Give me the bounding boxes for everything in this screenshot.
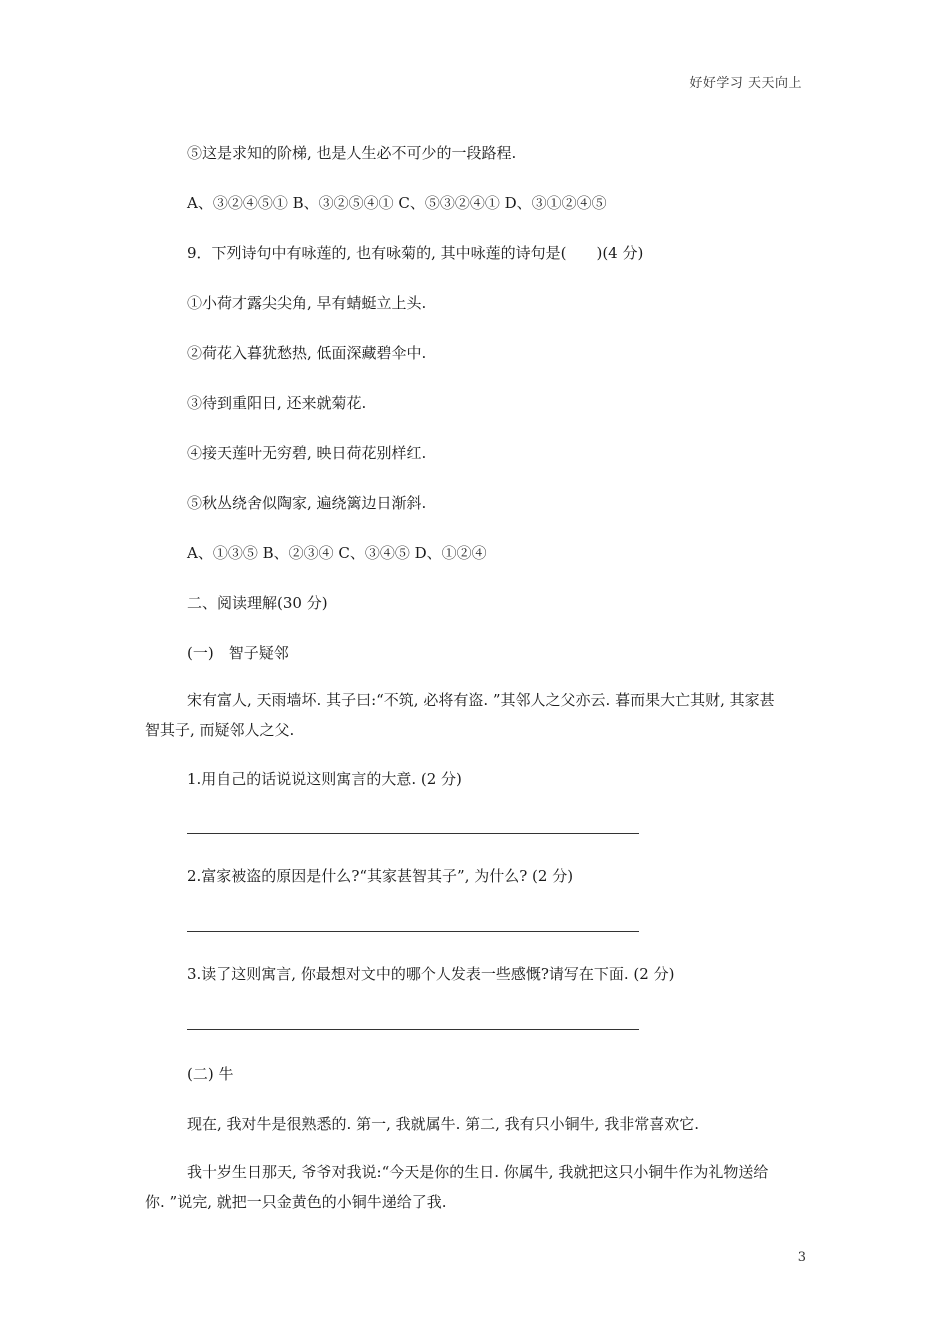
question-1: 1.用自己的话说说这则寓言的大意. (2 分): [187, 770, 462, 788]
question-2: 2.富家被盗的原因是什么?“其家甚智其子”, 为什么? (2 分): [187, 867, 574, 885]
subsection-title: (二) 牛: [187, 1065, 234, 1083]
passage-paragraph: 宋有富人, 天雨墙坏. 其子曰:“不筑, 必将有盗. ”其邻人之父亦云. 暮而果大亡其财, 其家甚智其子, 而疑邻人之父.: [145, 691, 775, 739]
answer-blank[interactable]: [187, 1029, 639, 1030]
page-number: 3: [797, 1250, 806, 1265]
answer-choices: A、③②④⑤① B、③②⑤④① C、⑤③②④① D、③①②④⑤: [187, 194, 607, 212]
poem-line-1: ①小荷才露尖尖角, 早有蜻蜓立上头.: [187, 294, 427, 312]
answer-blank[interactable]: [187, 833, 639, 834]
poem-line-4: ④接天莲叶无穷碧, 映日荷花别样红.: [187, 444, 427, 462]
section-heading: 二、阅读理解(30 分): [187, 594, 328, 612]
subsection-title: (一) 智子疑邻: [187, 644, 289, 662]
question-3: 3.读了这则寓言, 你最想对文中的哪个人发表一些感慨?请写在下面. (2 分): [187, 965, 675, 983]
poem-line-2: ②荷花入暮犹愁热, 低面深藏碧伞中.: [187, 344, 427, 362]
question-9: 9．下列诗句中有咏莲的, 也有咏菊的, 其中咏莲的诗句是( )(4 分): [187, 244, 644, 262]
passage-paragraph: 我十岁生日那天, 爷爷对我说:“今天是你的生日. 你属牛, 我就把这只小铜牛作为礼物送给你. ”说完, 就把一只金黄色的小铜牛递给了我.: [145, 1163, 769, 1211]
answer-choices: A、①③⑤ B、②③④ C、③④⑤ D、①②④: [187, 544, 487, 562]
passage-paragraph: 现在, 我对牛是很熟悉的. 第一, 我就属牛. 第二, 我有只小铜牛, 我非常喜欢它.: [187, 1115, 699, 1133]
poem-line-3: ③待到重阳日, 还来就菊花.: [187, 394, 367, 412]
poem-line-5: ⑤秋丛绕舍似陶家, 遍绕篱边日渐斜.: [187, 494, 427, 512]
option-line: ⑤这是求知的阶梯, 也是人生必不可少的一段路程.: [187, 144, 517, 162]
page-header: 好好学习 天天向上: [689, 76, 802, 91]
answer-blank[interactable]: [187, 931, 639, 932]
